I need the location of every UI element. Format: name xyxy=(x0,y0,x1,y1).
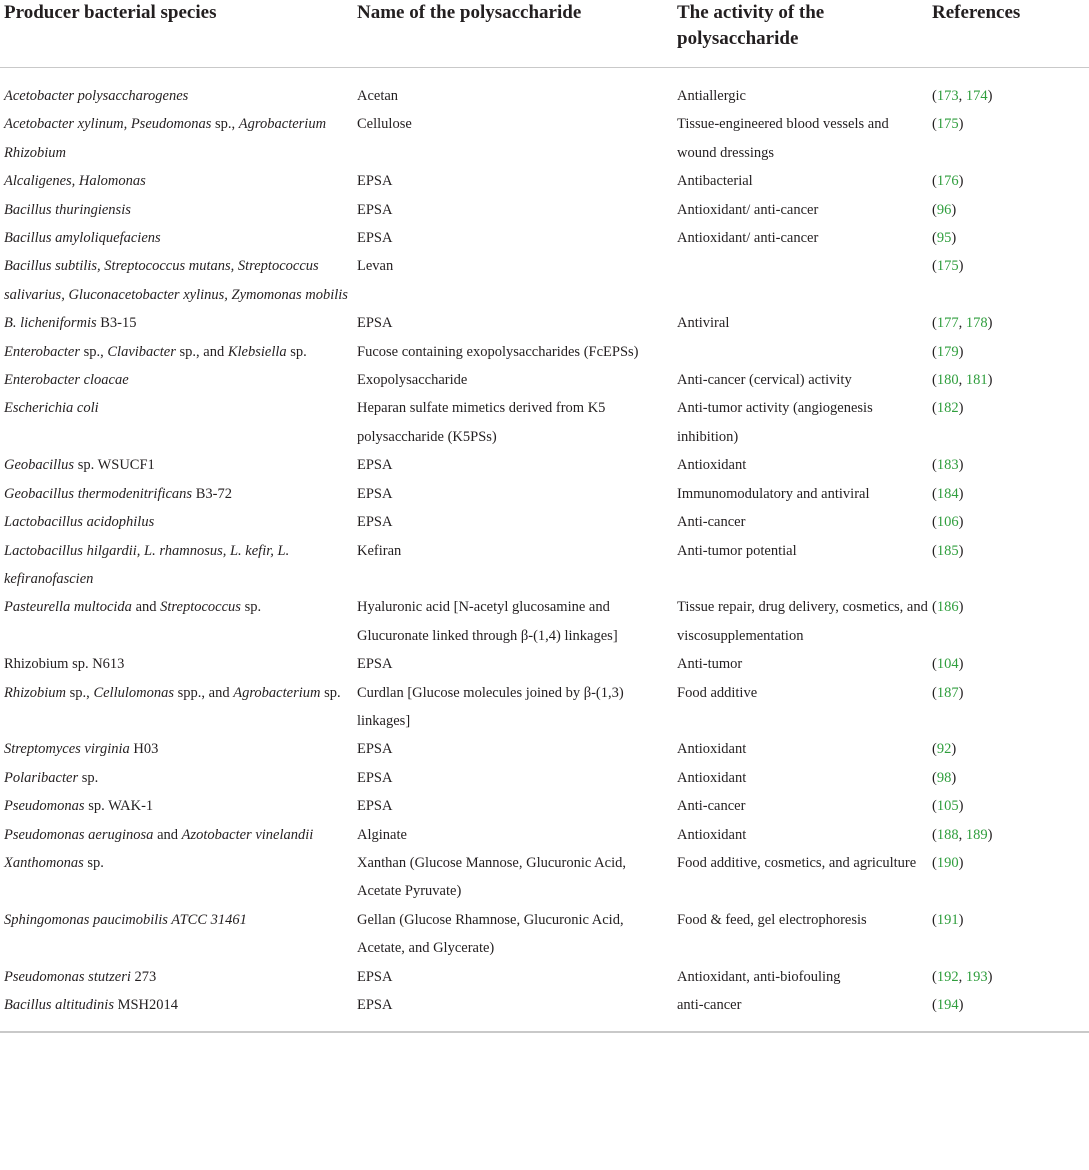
species-cell xyxy=(0,366,353,394)
species-text: Bacillus subtilis, Streptococcus mutans, Streptococcus salivarius, Gluconacetobacter xylinus, Zymomonas mobilis xyxy=(4,258,348,303)
species-text: and xyxy=(153,826,182,843)
reference-link[interactable]: 192 xyxy=(936,968,959,985)
species-cell xyxy=(0,394,353,451)
reference-link[interactable]: 105 xyxy=(936,798,959,815)
species-text: Agrobacterium xyxy=(233,684,321,701)
references-cell: (104) xyxy=(932,656,964,673)
species-text: Bacillus altitudinis xyxy=(4,997,114,1013)
reference-link[interactable]: 193 xyxy=(965,968,988,985)
table-row xyxy=(0,849,1089,906)
species-text: Pseudomonas xyxy=(4,798,85,815)
species-text: Acetobacter xylinum, Pseudomonas xyxy=(4,116,212,133)
header-activity: The activity of the polysaccharide xyxy=(673,0,928,68)
table-row xyxy=(0,991,1089,1032)
species-cell xyxy=(0,167,353,195)
reference-link[interactable]: 180 xyxy=(936,372,959,389)
species-text: 273 xyxy=(130,968,157,985)
species-text: Lactobacillus hilgardii, L. rhamnosus, L. kefir, L. kefiranofascien xyxy=(4,542,290,587)
polysaccharide-name-cell: Exopolysaccharide xyxy=(357,372,468,389)
polysaccharide-name-cell: Levan xyxy=(357,258,394,275)
table-row xyxy=(0,196,1089,224)
activity-cell: Anti-tumor potential xyxy=(677,542,797,559)
species-cell xyxy=(0,650,353,678)
activity-cell: Anti-tumor activity (angiogenesis inhibition) xyxy=(677,400,873,445)
table-row xyxy=(0,764,1089,792)
reference-link[interactable]: 104 xyxy=(936,656,959,673)
polysaccharide-name-cell: EPSA xyxy=(357,485,393,502)
reference-link[interactable]: 92 xyxy=(936,741,952,758)
polysaccharide-name-cell: Kefiran xyxy=(357,542,402,559)
species-cell xyxy=(0,593,353,650)
species-cell xyxy=(0,849,353,906)
species-text: sp. WSUCF1 xyxy=(74,457,155,474)
references-cell: (173, 174) xyxy=(932,88,993,104)
species-text: Polaribacter xyxy=(4,769,79,786)
reference-link[interactable]: 95 xyxy=(936,230,952,247)
activity-cell: Anti-cancer (cervical) activity xyxy=(677,372,852,389)
species-text: sp. xyxy=(286,343,307,360)
header-row xyxy=(0,0,1089,68)
references-cell: (177, 178) xyxy=(932,315,993,332)
reference-link[interactable]: 182 xyxy=(936,400,959,417)
header-references: References xyxy=(928,0,1089,68)
species-text: Cellulomonas xyxy=(93,684,174,701)
activity-cell: Antibacterial xyxy=(677,173,753,190)
reference-link[interactable]: 191 xyxy=(936,911,959,928)
header-species: Producer bacterial species xyxy=(0,0,353,68)
polysaccharide-name-cell: Curdlan [Glucose molecules joined by β-(1,3) linkages] xyxy=(357,684,624,729)
references-cell: (183) xyxy=(932,457,964,474)
species-text: Enterobacter cloacae xyxy=(4,372,129,389)
table-row xyxy=(0,821,1089,849)
reference-link[interactable]: 183 xyxy=(936,457,959,474)
polysaccharide-name-cell: Gellan (Glucose Rhamnose, Glucuronic Acid, Acetate, and Glycerate) xyxy=(357,911,624,957)
references-cell: (175) xyxy=(932,116,964,133)
polysaccharide-name-cell: EPSA xyxy=(357,656,393,673)
species-text: H03 xyxy=(129,741,159,758)
species-text: MSH2014 xyxy=(113,997,179,1013)
references-cell: (105) xyxy=(932,798,964,815)
reference-link[interactable]: 176 xyxy=(936,173,959,190)
species-text: sp., xyxy=(211,116,239,133)
polysaccharide-name-cell: Cellulose xyxy=(357,116,412,133)
species-text: Bacillus amyloliquefaciens xyxy=(4,230,161,247)
activity-cell: Anti-tumor xyxy=(677,656,743,673)
activity-cell: Antioxidant xyxy=(677,741,747,758)
reference-link[interactable]: 173 xyxy=(936,88,959,104)
polysaccharide-name-cell: Hyaluronic acid [N-acetyl glucosamine and Glucuronate linked through β-(1,4) linkages] xyxy=(357,599,618,644)
references-cell: (190) xyxy=(932,854,964,871)
reference-link[interactable]: 184 xyxy=(936,485,959,502)
polysaccharide-name-cell: EPSA xyxy=(357,968,393,985)
polysaccharide-name-cell: Acetan xyxy=(357,88,399,104)
references-cell: (92) xyxy=(932,741,957,758)
species-text: Clavibacter xyxy=(107,343,176,360)
activity-cell: Tissue-engineered blood vessels and wound dressings xyxy=(677,116,889,161)
table-row xyxy=(0,963,1089,991)
activity-cell: Food additive xyxy=(677,684,758,701)
reference-link[interactable]: 186 xyxy=(936,599,959,616)
references-cell: (187) xyxy=(932,684,964,701)
reference-link[interactable]: 178 xyxy=(965,315,988,332)
species-text: sp., and xyxy=(175,343,228,360)
activity-cell: Food additive, cosmetics, and agriculture xyxy=(677,854,917,871)
species-cell xyxy=(0,679,353,736)
reference-link[interactable]: 96 xyxy=(936,201,952,218)
species-text: Streptococcus xyxy=(160,599,241,616)
table-row xyxy=(0,537,1089,594)
activity-cell: Antioxidant/ anti-cancer xyxy=(677,201,819,218)
references-cell: (191) xyxy=(932,911,964,928)
polysaccharide-name-cell: EPSA xyxy=(357,457,393,474)
species-text: Pasteurella multocida xyxy=(4,599,132,616)
species-cell xyxy=(0,110,353,167)
table-row xyxy=(0,593,1089,650)
species-cell xyxy=(0,508,353,536)
table-row xyxy=(0,110,1089,167)
species-text: Streptomyces virginia xyxy=(4,741,130,758)
activity-cell: Food & feed, gel electrophoresis xyxy=(677,911,867,928)
species-cell xyxy=(0,792,353,820)
activity-cell: Antioxidant xyxy=(677,457,747,474)
table-row xyxy=(0,508,1089,536)
table-row xyxy=(0,792,1089,820)
species-cell xyxy=(0,338,353,366)
references-cell: (194) xyxy=(928,991,1089,1032)
activity-cell: Antioxidant xyxy=(677,769,747,786)
activity-cell: Antiviral xyxy=(677,315,730,332)
table-row xyxy=(0,451,1089,479)
species-cell xyxy=(0,764,353,792)
polysaccharide-name-cell: Fucose containing exopolysaccharides (FcEPSs) xyxy=(357,343,639,360)
table-row xyxy=(0,338,1089,366)
references-cell: (179) xyxy=(932,343,964,360)
species-text: Pseudomonas stutzeri xyxy=(4,968,131,985)
activity-cell: anti-cancer xyxy=(673,991,928,1032)
table-row xyxy=(0,906,1089,963)
references-cell: (182) xyxy=(932,400,964,417)
species-text: sp. xyxy=(78,769,99,786)
species-text: Alcaligenes, Halomonas xyxy=(4,173,146,190)
reference-link[interactable]: 175 xyxy=(936,258,959,275)
activity-cell: Antiallergic xyxy=(677,88,746,104)
table-row xyxy=(0,167,1089,195)
reference-link[interactable]: 181 xyxy=(965,372,988,389)
species-text: sp. WAK-1 xyxy=(84,798,154,815)
species-text: Rhizobium sp. N613 xyxy=(4,656,125,673)
references-cell: (184) xyxy=(932,485,964,502)
species-cell xyxy=(0,735,353,763)
reference-link[interactable]: 106 xyxy=(936,514,959,531)
polysaccharide-name-cell: EPSA xyxy=(357,201,393,218)
table-row xyxy=(0,679,1089,736)
activity-cell xyxy=(673,338,928,366)
species-cell xyxy=(0,224,353,252)
reference-link[interactable]: 177 xyxy=(936,315,959,332)
species-text: spp., and xyxy=(174,684,234,701)
species-text: Geobacillus thermodenitrificans xyxy=(4,485,193,502)
table-row xyxy=(0,735,1089,763)
species-text: B3-15 xyxy=(96,315,137,332)
references-cell: (185) xyxy=(932,542,964,559)
activity-cell: Anti-cancer xyxy=(677,514,746,531)
species-cell xyxy=(0,309,353,337)
table-row xyxy=(0,224,1089,252)
references-cell: (176) xyxy=(932,173,964,190)
species-cell xyxy=(0,906,353,963)
species-text: and xyxy=(131,599,161,616)
table-row xyxy=(0,366,1089,394)
references-cell: (188, 189) xyxy=(932,826,993,843)
species-text: sp., xyxy=(66,684,94,701)
species-text: Pseudomonas aeruginosa xyxy=(4,826,154,843)
activity-cell: Anti-cancer xyxy=(677,798,746,815)
species-text: Azotobacter vinelandii xyxy=(181,826,314,843)
species-text: sp. xyxy=(240,599,262,616)
polysaccharide-name-cell: EPSA xyxy=(357,514,393,531)
species-text: Escherichia coli xyxy=(4,400,99,417)
species-text: sp. xyxy=(83,854,104,871)
species-cell xyxy=(0,451,353,479)
table-row xyxy=(0,68,1089,111)
reference-link[interactable]: 189 xyxy=(965,826,988,843)
species-cell xyxy=(0,480,353,508)
polysaccharide-name-cell: EPSA xyxy=(353,991,673,1032)
species-cell xyxy=(0,537,353,594)
species-text: Rhizobium xyxy=(4,684,67,701)
reference-link[interactable]: 188 xyxy=(936,826,959,843)
species-text: B3-72 xyxy=(192,485,232,502)
reference-link[interactable]: 187 xyxy=(936,684,959,701)
table-row xyxy=(0,309,1089,337)
polysaccharide-name-cell: Alginate xyxy=(357,826,407,843)
reference-link[interactable]: 175 xyxy=(936,116,959,133)
reference-link[interactable]: 194 xyxy=(936,997,959,1013)
table-row xyxy=(0,252,1089,309)
reference-link[interactable]: 98 xyxy=(936,769,952,786)
references-cell: (106) xyxy=(932,514,964,531)
polysaccharide-name-cell: EPSA xyxy=(357,798,393,815)
activity-cell: Immunomodulatory and antiviral xyxy=(677,485,870,502)
references-cell: (98) xyxy=(932,769,957,786)
references-cell: (180, 181) xyxy=(932,372,993,389)
polysaccharide-name-cell: Xanthan (Glucose Mannose, Glucuronic Acid, Acetate Pyruvate) xyxy=(357,854,626,900)
polysaccharide-name-cell: EPSA xyxy=(357,230,393,247)
reference-link[interactable]: 179 xyxy=(936,343,959,360)
table-row xyxy=(0,650,1089,678)
polysaccharide-name-cell: EPSA xyxy=(357,315,393,332)
references-cell: (186) xyxy=(932,599,964,616)
references-cell: (175) xyxy=(932,258,964,275)
reference-link[interactable]: 185 xyxy=(936,542,959,559)
activity-cell: Antioxidant, anti-biofouling xyxy=(677,968,841,985)
species-text: Agrobacterium Rhizobium xyxy=(4,116,327,161)
species-text: Sphingomonas paucimobilis ATCC 31461 xyxy=(4,911,247,928)
species-text: sp., xyxy=(79,343,108,360)
species-cell xyxy=(0,196,353,224)
species-text: Acetobacter polysaccharogenes xyxy=(4,88,189,104)
table-row xyxy=(0,480,1089,508)
activity-cell: Antioxidant xyxy=(677,826,747,843)
species-cell xyxy=(0,963,353,991)
activity-cell xyxy=(673,252,928,309)
species-cell xyxy=(0,252,353,309)
species-text: Enterobacter xyxy=(4,343,80,360)
table-row xyxy=(0,394,1089,451)
reference-link[interactable]: 174 xyxy=(965,88,988,104)
species-text: B. licheniformis xyxy=(4,315,97,332)
polysaccharide-name-cell: Heparan sulfate mimetics derived from K5 polysaccharide (K5PSs) xyxy=(357,400,606,445)
species-cell xyxy=(0,821,353,849)
species-text: Geobacillus xyxy=(4,457,75,474)
species-cell xyxy=(0,991,353,1032)
header-name: Name of the polysaccharide xyxy=(353,0,673,68)
references-cell: (192, 193) xyxy=(932,968,993,985)
activity-cell: Antioxidant/ anti-cancer xyxy=(677,230,819,247)
polysaccharide-name-cell: EPSA xyxy=(357,173,393,190)
species-text: Klebsiella xyxy=(227,343,287,360)
references-cell: (95) xyxy=(932,230,957,247)
species-text: sp. xyxy=(320,684,341,701)
species-cell xyxy=(0,68,353,111)
polysaccharide-name-cell: EPSA xyxy=(357,769,393,786)
references-cell: (96) xyxy=(932,201,957,218)
reference-link[interactable]: 190 xyxy=(936,854,959,871)
species-text: Bacillus thuringiensis xyxy=(4,201,131,218)
polysaccharide-name-cell: EPSA xyxy=(357,741,393,758)
species-text: Lactobacillus acidophilus xyxy=(4,514,155,531)
species-text: Xanthomonas xyxy=(4,854,84,871)
activity-cell: Tissue repair, drug delivery, cosmetics, and viscosupplementation xyxy=(677,599,928,644)
